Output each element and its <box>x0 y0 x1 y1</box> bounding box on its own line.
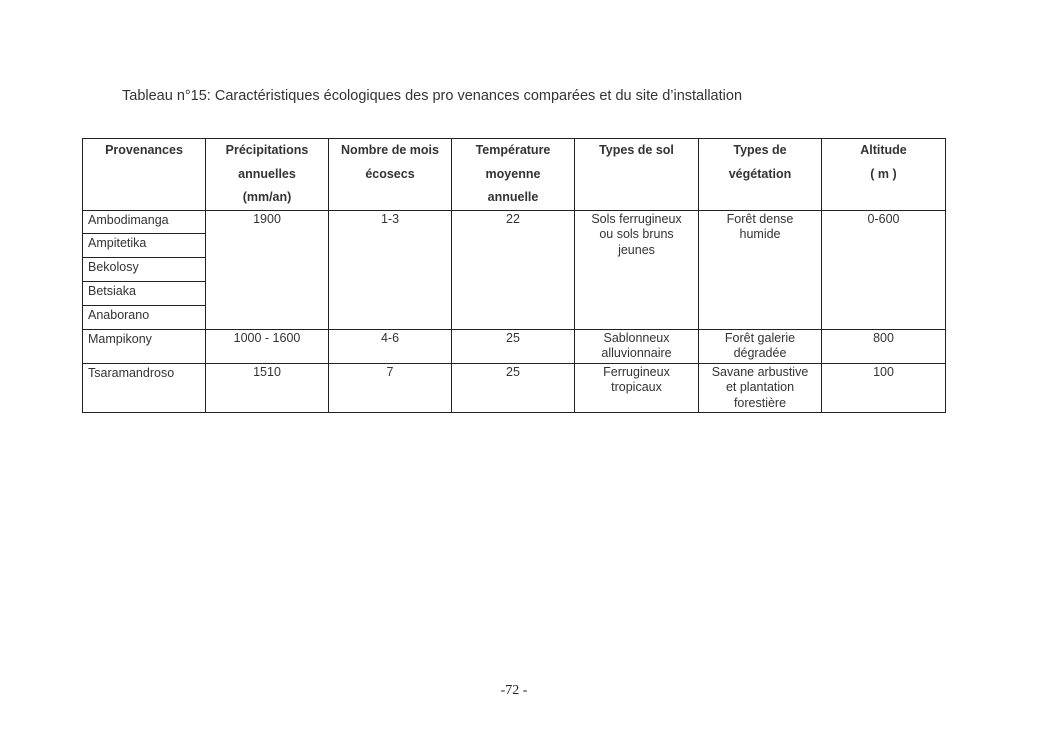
page-number: -72 - <box>500 683 528 698</box>
header-dry-months: Nombre de mois écosecs <box>329 139 452 211</box>
table-header-row <box>83 139 946 211</box>
precipitation-cell: 1900 <box>206 210 329 329</box>
table-row <box>83 210 946 233</box>
provenance-cell: Ampitetika <box>83 233 206 257</box>
provenance-cell: Anaborano <box>83 305 206 329</box>
precipitation-cell: 1510 <box>206 363 329 412</box>
temperature-cell: 25 <box>452 329 575 363</box>
dry-months-cell: 7 <box>329 363 452 412</box>
vegetation-cell: Forêt dense humide <box>699 210 822 329</box>
header-altitude: Altitude ( m ) <box>822 139 946 211</box>
soil-cell: Sols ferrugineux ou sols bruns jeunes <box>575 210 699 329</box>
header-vegetation-types: Types de végétation <box>699 139 822 211</box>
dry-months-cell: 1-3 <box>329 210 452 329</box>
vegetation-cell: Forêt galerie dégradée <box>699 329 822 363</box>
header-soil-types: Types de sol <box>575 139 699 211</box>
provenance-cell: Mampikony <box>83 329 206 363</box>
table-caption: Tableau n°15: Caractéristiques écologiques des pro venances comparées et du site d’installation <box>122 88 743 104</box>
precipitation-cell: 1000 - 1600 <box>206 329 329 363</box>
vegetation-cell: Savane arbustive et plantation forestière <box>699 363 822 412</box>
provenance-cell: Bekolosy <box>83 257 206 281</box>
dry-months-cell: 4-6 <box>329 329 452 363</box>
temperature-cell: 25 <box>452 363 575 412</box>
header-provenances: Provenances <box>83 139 206 211</box>
altitude-cell: 0-600 <box>822 210 946 329</box>
provenance-cell: Tsaramandroso <box>83 363 206 412</box>
header-temperature: Température moyenne annuelle <box>452 139 575 211</box>
altitude-cell: 800 <box>822 329 946 363</box>
soil-cell: Ferrugineux tropicaux <box>575 363 699 412</box>
table-row <box>83 363 946 412</box>
provenance-cell: Ambodimanga <box>83 210 206 233</box>
temperature-cell: 22 <box>452 210 575 329</box>
altitude-cell: 100 <box>822 363 946 412</box>
provenance-cell: Betsiaka <box>83 281 206 305</box>
table-row <box>83 329 946 363</box>
ecological-characteristics-table <box>82 138 946 413</box>
header-precipitations: Précipitations annuelles (mm/an) <box>206 139 329 211</box>
soil-cell: Sablonneux alluvionnaire <box>575 329 699 363</box>
